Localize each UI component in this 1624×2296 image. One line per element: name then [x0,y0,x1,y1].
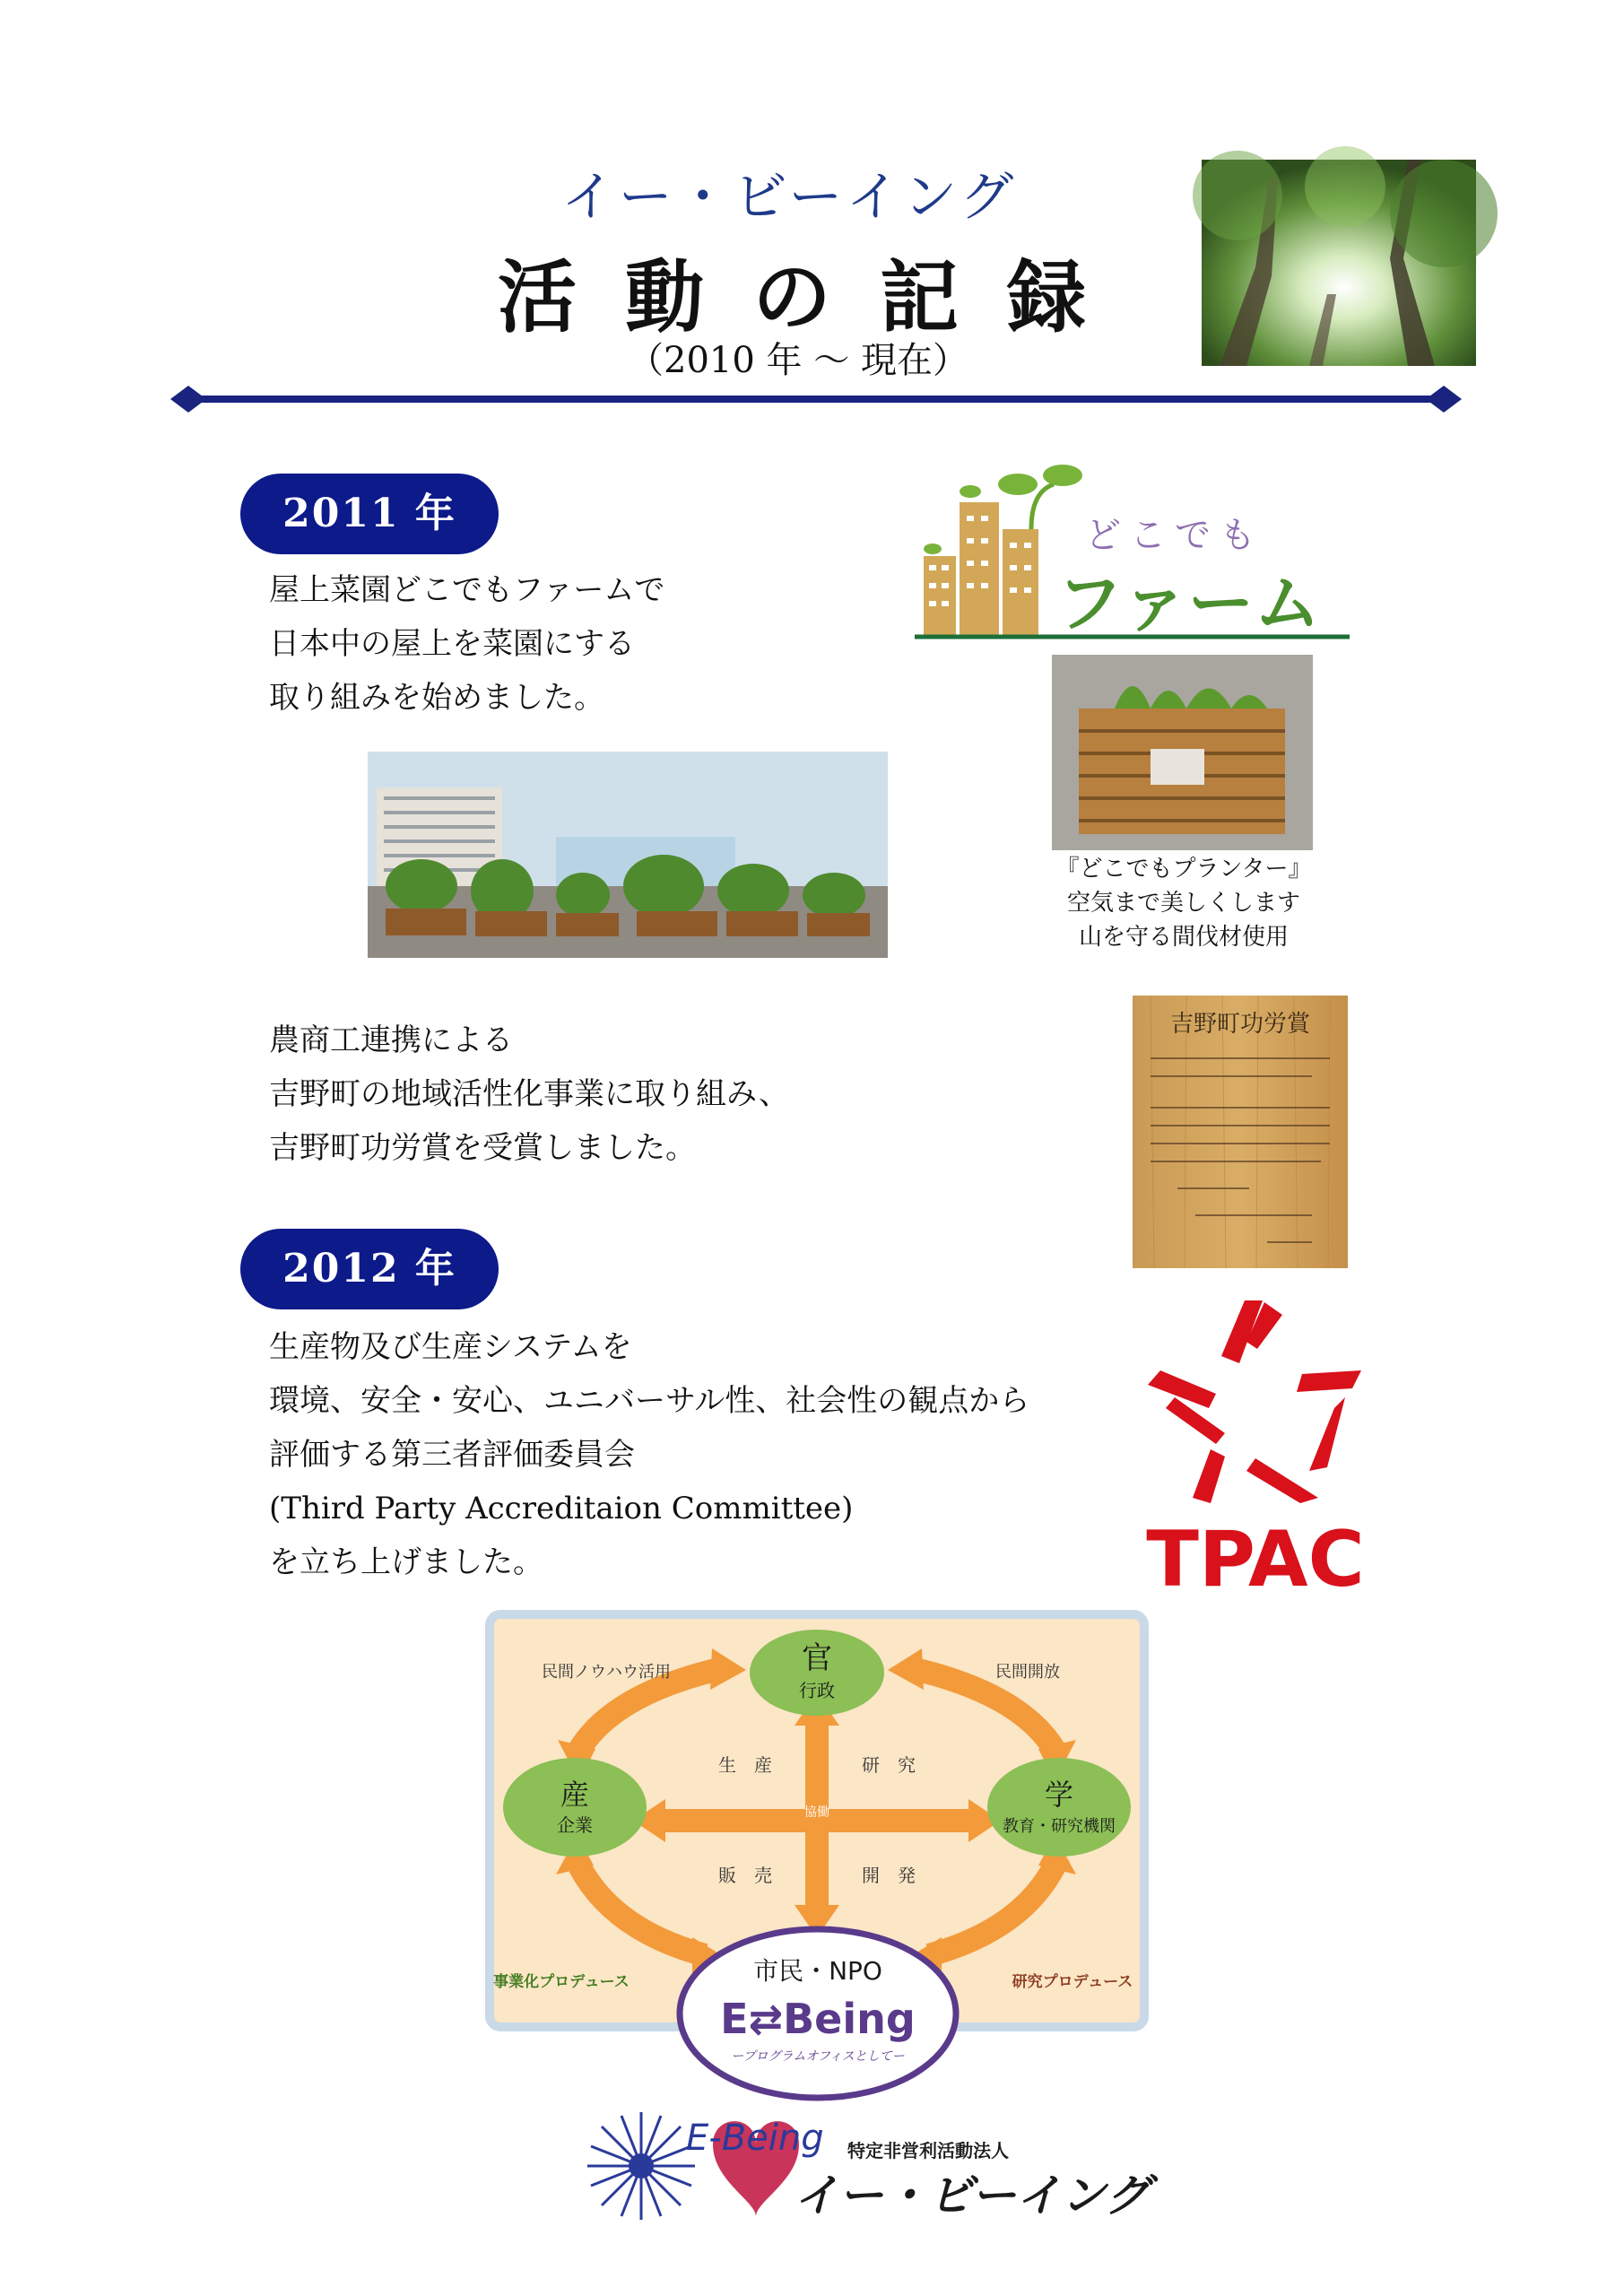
planter-caption [1013,852,1354,954]
quadrant-production: 生 産 [718,1754,772,1776]
tpac-logo-text: TPAC [1146,1515,1365,1605]
year-badge-2011: 2011 年 [240,474,499,554]
text-line: 日本中の屋上を菜園にする [269,626,635,662]
note-bottom-right: 研究プロデュース [1012,1973,1133,1991]
logo-dokodemo-text: どこでも [1085,515,1264,556]
header-subtitle: イー・ビーイング [560,166,1018,229]
text-line: 農商工連携による [269,1022,513,1058]
node-gov-main: 官 [802,1640,832,1676]
rooftop-garden-photo [368,752,888,958]
tpac-logo [1139,1292,1372,1605]
award-certificate-photo [1133,996,1348,1268]
planter-caption-line: 空気まで美しくします [1066,890,1300,917]
planter-caption-title: 『どこでもプランター』 [1055,856,1312,883]
node-academia-sub: 教育・研究機関 [1003,1817,1116,1836]
dokodemo-farm-logo [906,466,1354,646]
quadrant-development: 開 発 [862,1865,916,1886]
node-gov-sub: 行政 [799,1680,835,1701]
text-line: (Third Party Accreditaion Committee) [269,1491,854,1526]
diagram-center-label: 協働 [804,1805,829,1820]
award-title: 吉野町功労賞 [1169,1011,1311,1038]
note-top-right: 民間開放 [995,1663,1060,1682]
text-line: 評価する第三者評価委員会 [269,1437,635,1473]
text-2011-farm [269,563,664,725]
footer-org-type: 特定非営利活動法人 [847,2140,1009,2161]
text-line: 屋上菜園どこでもファームで [269,572,665,608]
node-npo-main: 市民・NPO [753,1956,882,1986]
year-badge-2012: 2012 年 [240,1229,499,1309]
header-period: （2010 年 〜 現在） [628,340,968,381]
footer-org-name: イー・ビーイング [794,2170,1150,2222]
text-yoshino-award [269,1013,789,1175]
text-line: 環境、安全・安心、ユニバーサル性、社会性の観点から [269,1383,1030,1419]
node-academia-main: 学 [1044,1778,1074,1812]
page-title: 活動の記録 [497,250,1134,344]
quadrant-research: 研 究 [862,1754,916,1776]
text-2012-tpac [269,1320,1029,1589]
planter-photo [1052,655,1313,850]
node-npo [674,1924,961,2103]
node-industry-main: 産 [560,1778,590,1812]
quadrant-sales: 販 売 [718,1865,772,1886]
text-line: を立ち上げました。 [269,1544,543,1580]
npo-ebeing-logo: E⇄Being [720,1995,916,2043]
note-bottom-left: 事業化プロデュース [493,1973,630,1991]
logo-farm-text: ファーム [1056,565,1321,642]
ebeing-footer-logo [578,2103,1150,2229]
header-divider [170,377,1462,422]
node-industry-sub: 企業 [557,1814,593,1836]
planter-caption-line: 山を守る間伐材使用 [1078,924,1289,951]
npo-sub: ープログラムオフィスとしてー [731,2049,905,2064]
text-line: 吉野町功労賞を受賞しました。 [269,1130,696,1166]
note-top-left: 民間ノウハウ活用 [542,1663,671,1682]
footer-logo-script: E-Being [686,2118,824,2159]
text-line: 吉野町の地域活性化事業に取り組み、 [269,1076,790,1112]
forest-photo [1202,160,1476,366]
text-line: 生産物及び生産システムを [269,1329,632,1365]
text-line: 取り組みを始めました。 [269,680,604,716]
